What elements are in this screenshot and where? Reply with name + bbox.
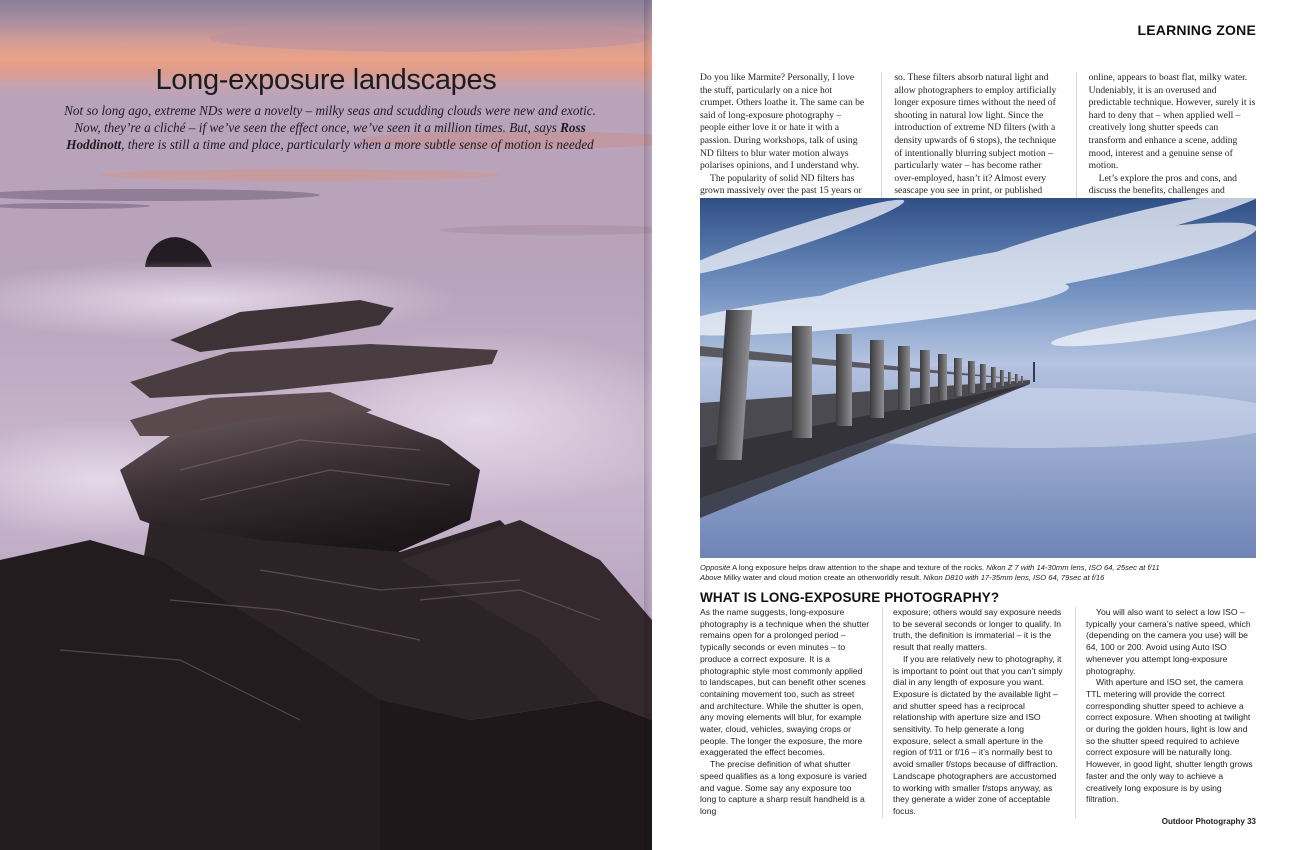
intro-paragraph: Do you like Marmite? Personally, I love the stuff, particularly on a nice hot crumpet. Others loathe it. The same can be said of long-exposure photography – people either love it or hate it with a passion. During workshops, talk of using ND filters to blur water motion always polarises opinions, and I understand why.: [700, 72, 865, 172]
intro-paragraph: so. These filters absorb natural light and allow photographers to employ artificially longer exposure times without the need of shooting in natural low light. Since the introduction of extreme ND filters (with a density upwards of 6 stops), the technique of intentionally blurring subject motion – particularly water – has become rather over-employed, hasn’t it? Almost every seascape you see in print, or published: [894, 72, 1057, 197]
body-column-3: [1075, 607, 1256, 818]
intro-column-1: [700, 72, 867, 211]
intro-paragraph: online, appears to boast flat, milky water. Undeniably, it is an overused and predictable technique. However, surely it is hard to deny that – when applied well – creatively long shutter speeds can transform and enhance a scene, adding mood, interest and a genuine sense of motion.: [1088, 72, 1256, 172]
body-column-2: [882, 607, 1063, 818]
intro-paragraph: Let’s explore the pros and cons, and discuss the benefits, challenges and: [1088, 172, 1237, 197]
page-folio: Outdoor Photography 33: [1161, 817, 1256, 826]
standfirst-line-1: Not so long ago, extreme NDs were a novelty – milky seas and scudding clouds were new and exotic.: [64, 103, 596, 118]
standfirst-line-2: Now, they’re a cliché – if we’ve seen the effect once, we’ve seen it a million times. But, says: [74, 120, 561, 135]
body-paragraph: You will also want to select a low ISO – typically your camera’s native speed, which (depending on the camera you use) will be 64, 100 or 200. Avoid using Auto ISO whenever you attempt long-exposure photography.: [1086, 607, 1251, 676]
caption-above-label: Above: [700, 573, 722, 582]
caption-opposite-text: A long exposure helps draw attention to the shape and texture of the rocks.: [730, 563, 987, 572]
caption-above-text: Milky water and cloud motion create an otherworldly result.: [721, 573, 924, 582]
caption-opposite-tech: Nikon Z 7 with 14-30mm lens, ISO 64, 25sec at f/11: [986, 563, 1160, 572]
body-paragraph: If you are relatively new to photography, it is important to point out that you can’t simply dial in any length of exposure you want. Exposure is dictated by the available light – and shutter speed has a reciprocal relationship with aperture size and ISO sensitivity. To help generate a long exposure, select a small aperture in the region of f/11 or f/16 – it’s normally best to avoid smaller f/stops because of diffraction. Landscape photographers are accustomed to working with smaller f/stops anyway, as they generate a wider zone of acceptable focus.: [893, 653, 1063, 816]
caption-above-tech: Nikon D810 with 17-35mm lens, ISO 64, 79sec at f/16: [923, 573, 1105, 582]
intro-paragraph: The popularity of solid ND filters has grown massively over the past 15 years or: [700, 172, 862, 197]
intro-column-3: [1076, 72, 1256, 211]
caption-above: [700, 573, 1256, 583]
body-columns: [700, 607, 1256, 818]
body-paragraph: As the name suggests, long-exposure photography is a technique when the shutter remains open for a prolonged period – typically seconds or even minutes – to produce a correct exposure. It is a photographic style most commonly applied to landscapes, but can benefit other scenes containing movement too, such as street and architecture. While the shutter is open, any moving elements will blur, for example water, cloud, vehicles, swaying crops or people. The longer the exposure, the more exaggerated the effect becomes.: [700, 607, 870, 758]
author-name: Ross Hoddinott: [66, 120, 586, 152]
caption-opposite-label: Opposite: [700, 563, 731, 572]
body-column-1: [700, 607, 870, 818]
caption-opposite: [700, 563, 1256, 573]
photo-caption: [700, 563, 1256, 583]
body-paragraph: With aperture and ISO set, the camera TTL metering will provide the correct corresponding shutter speed to achieve a correct exposure. When shooting at twilight or during the golden hours, light is low and so the shutter speed required to achieve correct exposure will be naturally long. However, in good light, shutter length grows faster and the only way to achieve a creatively long exposure is by using filtration.: [1086, 677, 1253, 805]
section-heading: WHAT IS LONG-EXPOSURE PHOTOGRAPHY?: [700, 590, 1000, 605]
standfirst-line-3: there is still a time and place, particularly when a more subtle sense of motion is needed: [127, 137, 594, 152]
body-paragraph: The precise definition of what shutter speed qualifies as a long exposure is varied and vague. Some say any exposure too long to capture a sharp result handheld is a long: [700, 759, 867, 816]
author-suffix: ,: [121, 137, 125, 152]
groyne-long-exposure-photo: [700, 198, 1256, 558]
headline: Long-exposure landscapes: [155, 64, 497, 96]
standfirst: [60, 102, 600, 153]
body-paragraph: exposure; others would say exposure needs to be several seconds or longer to qualify. In truth, the definition is immaterial – it is the result that really matters.: [893, 607, 1062, 653]
intro-column-2: [881, 72, 1061, 211]
section-label: LEARNING ZONE: [1137, 22, 1256, 38]
right-page: [652, 0, 1304, 850]
intro-columns: [700, 72, 1256, 211]
